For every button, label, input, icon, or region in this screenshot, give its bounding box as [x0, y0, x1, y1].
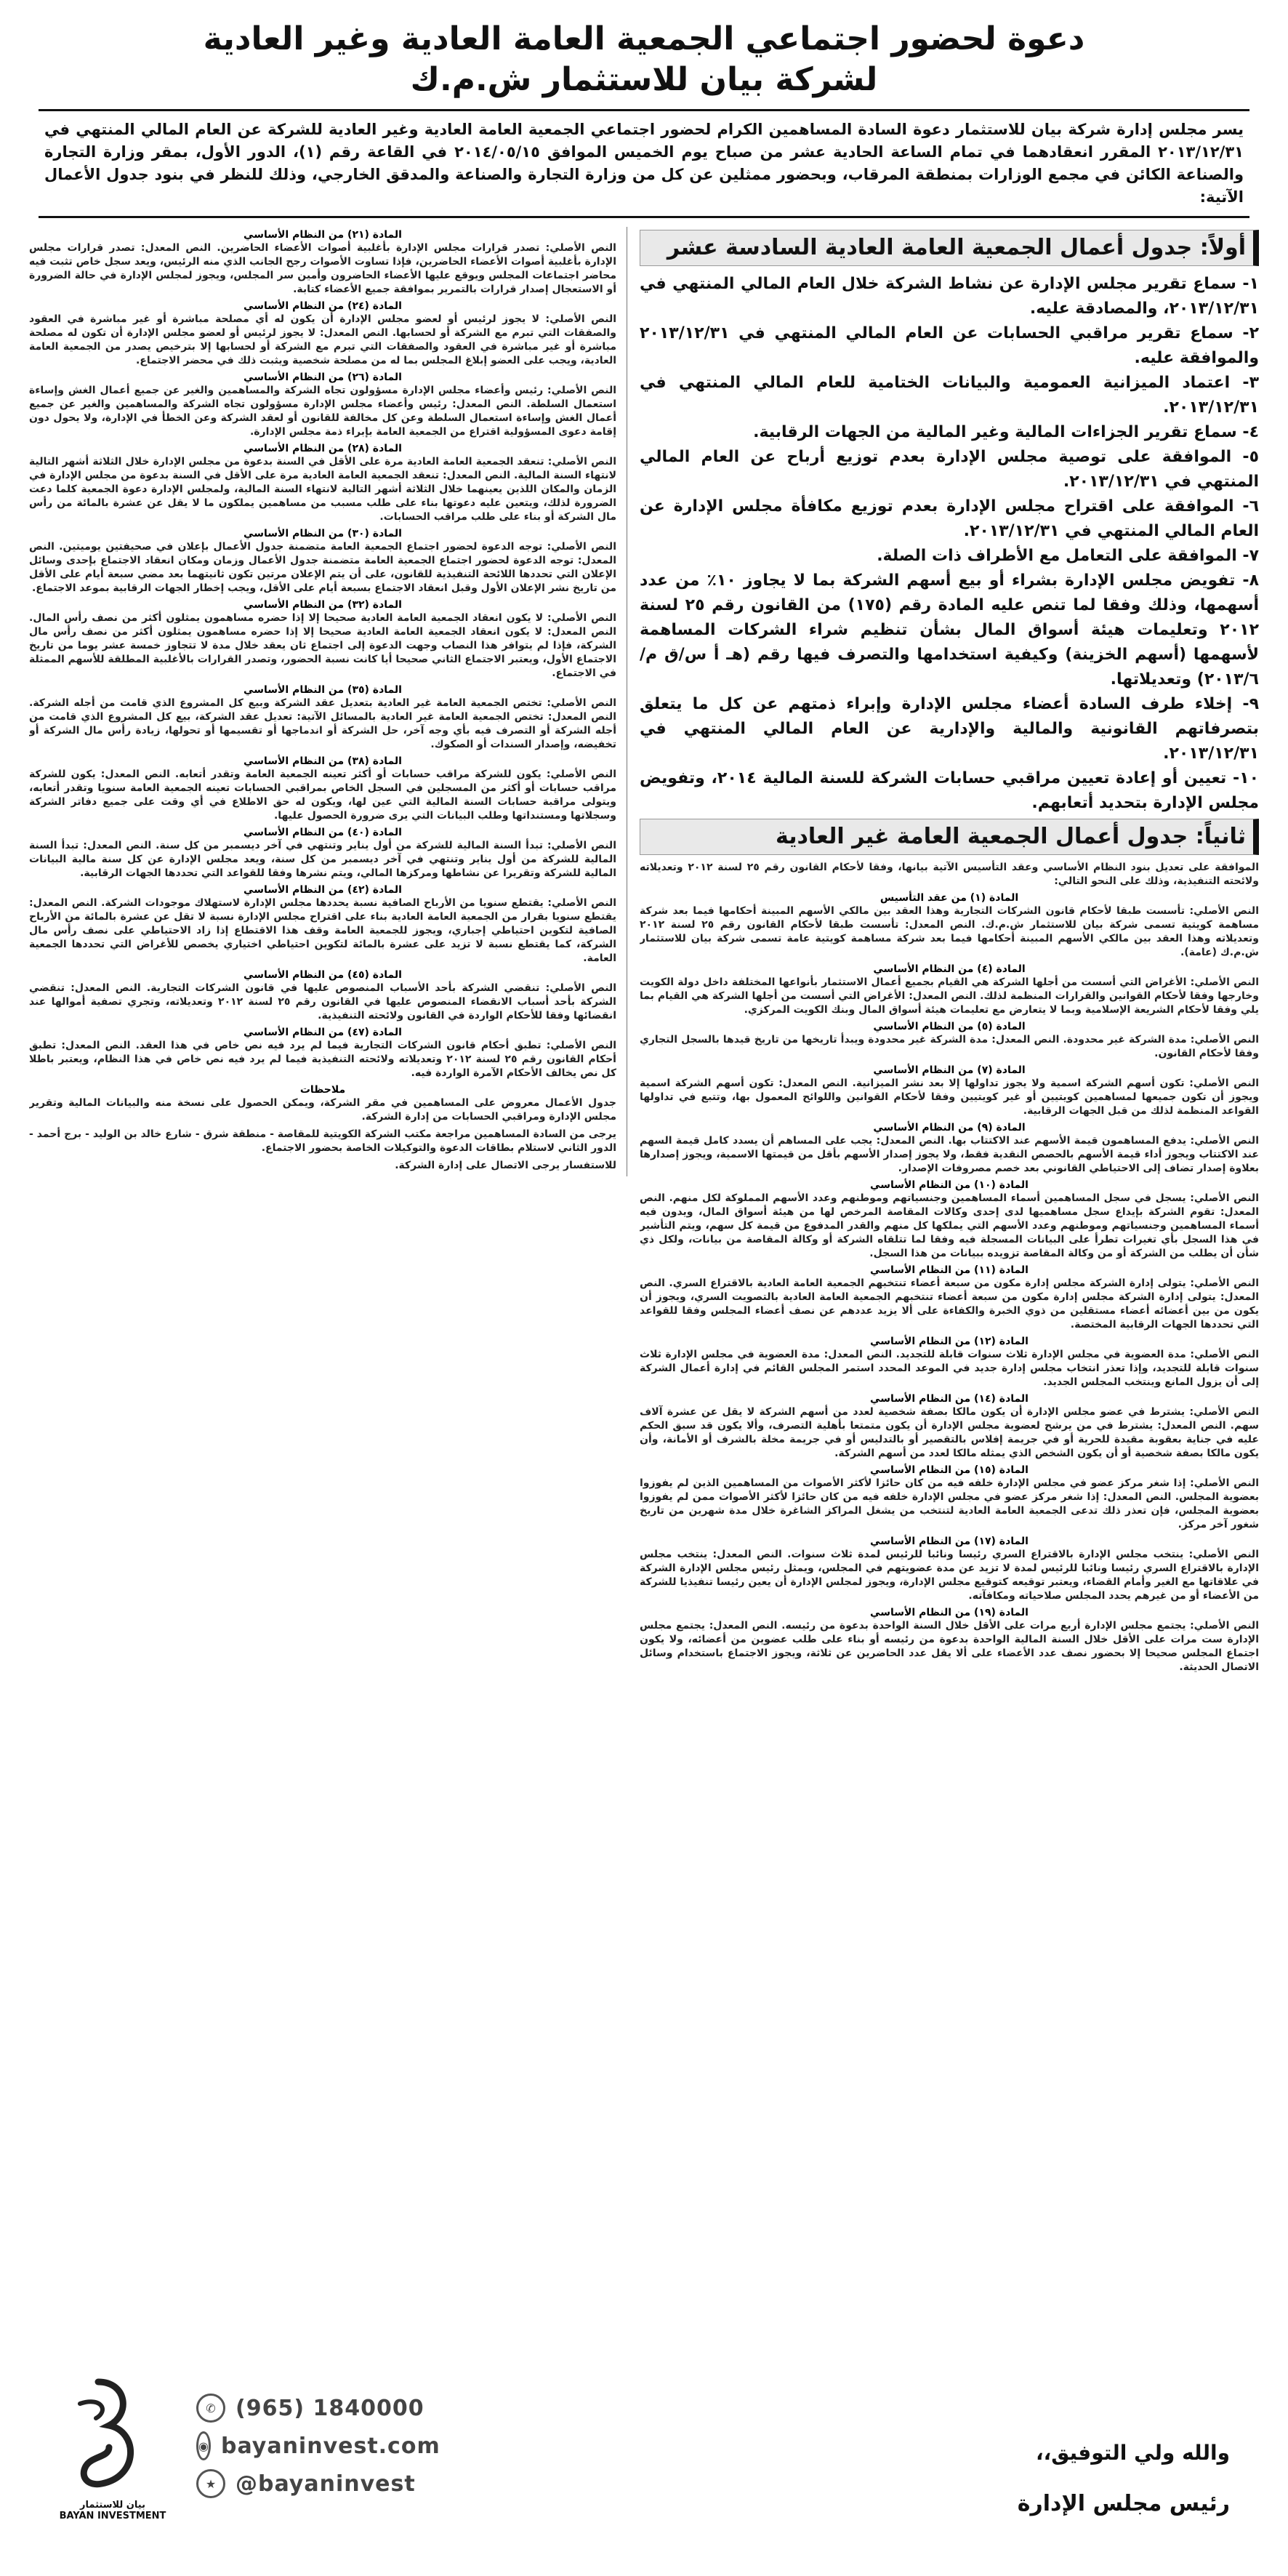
article-text: النص الأصلي: لا يكون انعقاد الجمعية العامة العادية صحيحا إلا إذا حضره مساهمون يمثلون أكثر من نصف رأس المال. النص المعدل: لا يكون انعقاد الجمعية العامة العادية صحيحا إلا إذا حضره مساهمون يمثلون أكثر من نصف رأس مال الشركة، فإذا لم يتوافر هذا النصاب وجهت الدعوة إلى اجتماع ثان يعقد خلال مدة لا تتجاوز خمسة عشر يوما من تاريخ الاجتماع الأول، ويعتبر الاجتماع الثاني صحيحا أيا كانت نسبة الحضور، وتصدر القرارات بالأغلبية المطلقة للأسهم الممثلة في الاجتماع. — [29, 612, 616, 679]
article-text: النص الأصلي: يشترط في عضو مجلس الإدارة أن يكون مالكا بصفة شخصية لعدد من أسهم الشركة لا يقل عن عشرة آلاف سهم. النص المعدل: يشترط في من يرشح لعضوية مجلس الإدارة أن يكون متمتعا بأهلية التصرف، وألا يكون قد سبق الحكم عليه في جناية بعقوبة مقيدة للحرية أو في جريمة إفلاس بالتقصير أو بالتدليس أو في جريمة مخلة بالشرف أو الأمانة، وأن يكون مالكا بصفة شخصية أو أن يكون الشخص الذي يمثله مالكا لعدد من أسهم الشركة. — [640, 1406, 1259, 1459]
ordinary-agenda-list — [640, 272, 1259, 816]
agenda-item: ٥- الموافقة على توصية مجلس الإدارة بعدم توزيع أرباح عن العام المالي المنتهي في ٢٠١٣/١٢/٣١. — [640, 448, 1259, 491]
website-link: bayaninvest.com — [220, 2433, 440, 2459]
article-title: المادة (٤٧) من النظام الأساسي — [243, 1027, 402, 1038]
article-text: النص الأصلي: الأغراض التي أسست من أجلها الشركة هي القيام بجميع أعمال الاستثمار بأنواعها المختلفة داخل دولة الكويت وخارجها وفقا لأحكام القوانين والقرارات المنظمة لذلك. النص المعدل: الأغراض التي أسست من أجلها الشركة هي القيام بما يلي وفقا لأحكام الشريعة الإسلامية وبما لا يتعارض مع تعليمات هيئة أسواق المال وبنك الكويت المركزي. — [640, 976, 1259, 1016]
ordinary-agenda-heading: أولاً: جدول أعمال الجمعية العامة العادية السادسة عشر — [640, 230, 1259, 266]
article-text: النص الأصلي: تطبق أحكام قانون الشركات التجارية فيما لم يرد فيه نص خاص في هذا العقد. النص المعدل: تطبق أحكام القانون رقم ٢٥ لسنة ٢٠١٢ وتعديلاته ولائحته التنفيذية فيما لم يرد فيه نص خاص في هذا النظام، ويعتبر باطلا كل نص يخالف الأحكام الآمرة الواردة فيه. — [29, 1040, 616, 1079]
article-title: المادة (٣٠) من النظام الأساسي — [243, 528, 402, 539]
contact-block — [196, 2389, 440, 2503]
article-text: النص الأصلي: ينتخب مجلس الإدارة بالاقتراع السري رئيسا ونائبا للرئيس لمدة ثلاث سنوات. النص المعدل: ينتخب مجلس الإدارة بالاقتراع السري رئيسا ونائبا للرئيس لمدة لا تزيد عن مدة عضويتهم في المجلس، ويمثل رئيس مجلس الإدارة الشركة في علاقاتها مع الغير وأمام القضاء، ويعتبر توقيعه كتوقيع مجلس الإدارة، ويجوز لمجلس الإدارة أن يعين رئيسا تنفيذيا للشركة من الأعضاء أو من غيرهم يحدد المجلس صلاحياته ومكافآته. — [640, 1549, 1259, 1602]
article-title: المادة (٣٥) من النظام الأساسي — [243, 684, 402, 696]
bayan-logo-icon — [58, 2375, 167, 2498]
agenda-item: ٩- إخلاء طرف السادة أعضاء مجلس الإدارة وإبراء ذمتهم عن كل ما يتعلق بتصرفاتهم القانونية والمالية والإدارية عن العام المالي المنتهي في ٢٠١٣/١٢/٣١. — [640, 695, 1259, 763]
agenda-item: ٣- اعتماد الميزانية العمومية والبيانات الختامية للعام المالي المنتهي في ٢٠١٣/١٢/٣١. — [640, 374, 1259, 417]
brand-block — [58, 2309, 440, 2527]
article-title: المادة (٤٥) من النظام الأساسي — [243, 969, 402, 981]
globe-icon: ◉ — [196, 2431, 211, 2460]
article-title: المادة (٩) من النظام الأساسي — [873, 1122, 1026, 1133]
phone-row[interactable] — [196, 2389, 436, 2427]
agenda-item: ٧- الموافقة على التعامل مع الأطراف ذات الصلة. — [877, 547, 1259, 565]
company-title: لشركة بيان للاستثمار ش.م.ك — [410, 61, 878, 98]
article-text: النص الأصلي: تنعقد الجمعية العامة العادية مرة على الأقل في السنة بدعوة من مجلس الإدارة خلال الثلاثة أشهر التالية لانتهاء السنة المالية. النص المعدل: تنعقد الجمعية العامة العادية مرة على الأقل في السنة بدعوة من مجلس الإدارة في الزمان والمكان اللذين يعينهما خلال الثلاثة أشهر التالية لانتهاء السنة المالية، ولمجلس الإدارة دعوة الجمعية كلما دعت الضرورة لذلك، ويتعين عليه دعوتها بناء على طلب مسبب من مساهمين يملكون ما لا يقل عن عشرة بالمائة من رأس مال الشركة أو بناء على طلب مراقب الحسابات. — [29, 456, 616, 523]
footer — [58, 2302, 1230, 2527]
logo-caption-en: BAYAN INVESTMENT — [59, 2511, 166, 2521]
article-text: النص الأصلي: لا يجوز لرئيس أو لعضو مجلس الإدارة أن يكون له أي مصلحة مباشرة أو غير مباشرة في العقود والصفقات التي تبرم مع الشركة أو لحسابها. النص المعدل: لا يجوز لرئيس أو لعضو مجلس الإدارة أن تكون له مصلحة مباشرة أو غير مباشرة في العقود والصفقات التي تبرم مع الشركة أو لحسابها إلا بترخيص يصدر من الجمعية العامة العادية، ويجب على العضو إبلاغ المجلس بما له من مصلحة شخصية ويثبت ذلك في محضر الاجتماع. — [29, 313, 616, 366]
article-title: المادة (١٠) من النظام الأساسي — [870, 1179, 1029, 1191]
article-title: المادة (١١) من النظام الأساسي — [870, 1264, 1029, 1276]
social-icon: ★ — [196, 2469, 225, 2498]
agenda-item: ٢- سماع تقرير مراقبي الحسابات عن العام المالي المنتهي في ٢٠١٣/١٢/٣١ والموافقة عليه. — [640, 324, 1259, 367]
advertisement-page — [29, 19, 1259, 2556]
article-text: النص الأصلي: تكون أسهم الشركة اسمية ولا يجوز تداولها إلا بعد نشر الميزانية. النص المعدل: تكون أسهم الشركة اسمية ويجوز أن تكون جميعها لمساهمين كويتيين أو غير كويتيين وفقا لأحكام القوانين واللوائح المعمول بها، وتتبع في تداولها القواعد المنظمة لذلك من قبل الجهات الرقابية. — [640, 1078, 1259, 1117]
article-text: النص الأصلي: تبدأ السنة المالية للشركة من أول يناير وتنتهي في آخر ديسمبر من كل سنة. النص المعدل: تبدأ السنة المالية للشركة من أول يناير وتنتهي في آخر ديسمبر من كل سنة، ويعد مجلس الإدارة عن كل سنة مالية البيانات المالية للشركة وتقريرا عن نشاطها ومركزها المالي، ويتم نشرها وفقا للقواعد التي تحددها الجهات الرقابية. — [29, 840, 616, 879]
notes-title: ملاحظات — [299, 1084, 346, 1096]
article-text: النص الأصلي: يسجل في سجل المساهمين أسماء المساهمين وجنسياتهم وموطنهم وعدد الأسهم المملوكة لكل منهم. النص المعدل: تقوم الشركة بإيداع سجل مساهميها لدى إحدى وكالات المقاصة المرخص لها من هيئة أسواق المال، ويدون فيه أسماء المساهمين وجنسياتهم وموطنهم وعدد الأسهم التي يملكها كل منهم والقدر المدفوع من قيمة كل سهم، ويتم التأشير في هذا السجل بأي تغيرات تطرأ على البيانات المسجلة فيه وفقا لما تتلقاه الشركة أو وكالة المقاصة من بيانات، ولكل ذي شأن أن يطلب من الشركة أو من وكالة المقاصة تزويده ببيانات من هذا السجل. — [640, 1192, 1259, 1259]
article-text: النص الأصلي: مدة العضوية في مجلس الإدارة ثلاث سنوات قابلة للتجديد. النص المعدل: مدة العضوية في مجلس الإدارة ثلاث سنوات قابلة للتجديد، وإذا تعذر انتخاب مجلس إدارة جديد في الموعد المحدد استمر المجلس القائم في إدارة أعمال الشركة إلى أن يزول المانع وينتخب المجلس الجديد. — [640, 1349, 1259, 1388]
article-text: النص الأصلي: إذا شغر مركز عضو في مجلس الإدارة خلفه فيه من كان حائزا لأكثر الأصوات من المساهمين الذين لم يفوزوا بعضوية المجلس. النص المعدل: إذا شغر مركز عضو في مجلس الإدارة خلفه فيه من كان حائزا لأكثر الأصوات ممن لم يفوزوا بعضوية المجلس، فإن تعذر ذلك تدعى الجمعية العامة العادية لتنتخب من يشغل المراكز الشاغرة خلال مدة شهرين من تاريخ شغور آخر مركز. — [640, 1477, 1259, 1530]
articles-continuation — [29, 229, 616, 1173]
amendment-intro: الموافقة على تعديل بنود النظام الأساسي وعقد التأسيس الآتية بيانها، وفقا لأحكام القانون رقم ٢٥ لسنة ٢٠١٢ وتعديلاته ولائحته التنفيذية، وذلك على النحو التالي: — [640, 862, 1259, 887]
social-handle: @bayaninvest — [236, 2471, 416, 2497]
article-text: النص الأصلي: يجتمع مجلس الإدارة أربع مرات على الأقل خلال السنة الواحدة بدعوة من رئيسه. النص المعدل: يجتمع مجلس الإدارة ست مرات على الأقل خلال السنة المالية الواحدة بدعوة من رئيسه أو بناء على طلب عضوين من أعضائه، ولا يكون اجتماع المجلس صحيحا إلا بحضور نصف عدد الأعضاء على ألا يقل عدد الحاضرين عن ثلاثة، ويجوز الاجتماع باستخدام وسائل الاتصال الحديثة. — [640, 1620, 1259, 1673]
article-text: النص الأصلي: تصدر قرارات مجلس الإدارة بأغلبية أصوات الأعضاء الحاضرين. النص المعدل: تصدر قرارات مجلس الإدارة بأغلبية أصوات الأعضاء الحاضرين، فإذا تساوت الأصوات رجح الجانب الذي منه الرئيس، ويعد سجل خاص تثبت فيه محاضر اجتماعات المجلس ويوقع عليها الأعضاء الحاضرون وأمين سر المجلس، ويجوز لمجلس الإدارة في حالة الضرورة أو الاستعجال إصدار قرارات بالتمرير بموافقة جميع الأعضاء كتابة. — [29, 242, 616, 295]
logo-caption-ar: بيان للاستثمار — [80, 2500, 145, 2511]
article-text: النص الأصلي: تنقضي الشركة بأحد الأسباب المنصوص عليها في قانون الشركات التجارية. النص المعدل: تنقضي الشركة بأحد أسباب الانقضاء المنصوص عليها في القانون رقم ٢٥ لسنة ٢٠١٢ وتعديلاته، وتجري تصفية أموالها عند انقضائها وفقا للأحكام الواردة في القانون ولائحته التنفيذية. — [29, 982, 616, 1022]
article-title: المادة (٤٠) من النظام الأساسي — [243, 827, 402, 838]
article-title: المادة (١٩) من النظام الأساسي — [870, 1607, 1029, 1618]
article-text: النص الأصلي: تختص الجمعية العامة غير العادية بتعديل عقد الشركة وبيع كل المشروع الذي قامت من أجله الشركة. النص المعدل: تختص الجمعية العامة غير العادية بالمسائل الآتية: تعديل عقد الشركة، بيع كل المشروع الذي قامت من أجله الشركة أو التصرف فيه بأي وجه آخر، حل الشركة أو اندماجها أو تقسيمها أو تحولها، زيادة رأس مال الشركة أو تخفيضه، وإصدار السندات أو الصكوك. — [29, 697, 616, 750]
content-columns — [29, 227, 1259, 2424]
signature-block — [968, 2437, 1230, 2521]
article-title: المادة (٣٨) من النظام الأساسي — [243, 755, 402, 767]
note-item: للاستفسار يرجى الاتصال على إدارة الشركة. — [395, 1160, 616, 1171]
article-title: المادة (١٧) من النظام الأساسي — [870, 1536, 1029, 1547]
article-title: المادة (٢٦) من النظام الأساسي — [243, 372, 402, 383]
article-title: المادة (٧) من النظام الأساسي — [873, 1064, 1026, 1076]
agenda-item: ١- سماع تقرير مجلس الإدارة عن نشاط الشركة خلال العام المالي المنتهي في ٢٠١٣/١٢/٣١، والمصادقة عليه. — [640, 275, 1259, 318]
chairman-signature: رئيس مجلس الإدارة — [1017, 2491, 1230, 2516]
agenda-item: ١٠- تعيين أو إعادة تعيين مراقبي حسابات الشركة للسنة المالية ٢٠١٤، وتفويض مجلس الإدارة بتحديد أتعابهم. — [640, 769, 1259, 812]
note-item: جدول الأعمال معروض على المساهمين في مقر الشركة، ويمكن الحصول على نسخة منه والبيانات المالية وتقرير مجلس الإدارة ومراقبي الحسابات من إدارة الشركة. — [29, 1097, 616, 1123]
article-title: المادة (١) من عقد التأسيس — [880, 892, 1019, 904]
article-text: النص الأصلي: رئيس وأعضاء مجلس الإدارة مسؤولون تجاه الشركة والمساهمين والغير عن جميع أعمال الغش وإساءة استعمال السلطة. النص المعدل: رئيس وأعضاء مجلس الإدارة مسؤولون تجاه الشركة والمساهمين والغير عن جميع أعمال الغش وإساءة استعمال السلطة وعن كل مخالفة للقانون أو لعقد الشركة وعن الخطأ في الإدارة، ولا يحول دون إقامة دعوى المسؤولية اقتراع من الجمعية العامة بإبراء ذمة مجلس الإدارة. — [29, 385, 616, 438]
article-text: النص الأصلي: مدة الشركة غير محدودة. النص المعدل: مدة الشركة غير محدودة ويبدأ تاريخها من تاريخ قيدها بالسجل التجاري وفقا لأحكام القانون. — [640, 1034, 1259, 1059]
closing-text: والله ولي التوفيق،، — [1035, 2441, 1230, 2465]
note-item: يرجى من السادة المساهمين مراجعة مكتب الشركة الكويتية للمقاصة - منطقة شرق - شارع خالد بن الوليد - برج أحمد - الدور الثاني لاستلام بطاقات الدعوة والتوكيلات الخاصة بحضور الاجتماع. — [29, 1128, 616, 1154]
article-title: المادة (١٢) من النظام الأساسي — [870, 1336, 1029, 1347]
article-title: المادة (٣٢) من النظام الأساسي — [243, 599, 402, 611]
phone-icon: ✆ — [196, 2394, 225, 2423]
website-row[interactable] — [196, 2427, 440, 2465]
logo-caption — [58, 2500, 167, 2521]
article-title: المادة (١٥) من النظام الأساسي — [870, 1464, 1029, 1476]
agenda-item: ٤- سماع تقرير الجزاءات المالية وغير المالية من الجهات الرقابية. — [753, 423, 1259, 441]
article-title: المادة (٤) من النظام الأساسي — [873, 963, 1026, 975]
left-column — [29, 227, 627, 1176]
social-row[interactable] — [196, 2465, 436, 2503]
agenda-item: ٦- الموافقة على اقتراح مجلس الإدارة بعدم توزيع مكافأة مجلس الإدارة عن العام المالي المنتهي في ٢٠١٣/١٢/٣١. — [640, 497, 1259, 540]
invitation-paragraph: يسر مجلس إدارة شركة بيان للاستثمار دعوة السادة المساهمين الكرام لحضور اجتماعي الجمعية العامة العادية وغير العادية للشركة عن العام المالي المنتهي في ٢٠١٣/١٢/٣١ المقرر انعقادهما في تمام الساعة الحادية عشر من صباح يوم الخميس الموافق ٢٠١٤/٠٥/١٥ في القاعة رقم (١)، الدور الأول، بمقر وزارة التجارة والصناعة الكائن في مجمع الوزارات بمنطقة المرقاب، وبحضور ممثلين عن كل من وزارة التجارة والصناعة والمدقق الخارجي، وذلك للنظر في بنود جدول الأعمال الآتية: — [39, 109, 1249, 218]
right-column — [640, 227, 1259, 1678]
article-title: المادة (٤٢) من النظام الأساسي — [243, 884, 402, 896]
article-text: النص الأصلي: يكون للشركة مراقب حسابات أو أكثر تعينه الجمعية العامة وتقدر أتعابه. النص المعدل: يكون للشركة مراقب حسابات أو أكثر من المسجلين في السجل الخاص بمراقبي الحسابات تعينه الجمعية العامة سنويا وتقدر أتعابه، ويتولى مراقبة حسابات السنة المالية التي عين لها، ويكون له حق الاطلاع في أي وقت على جميع دفاتر الشركة وسجلاتها ومستنداتها وطلب البيانات التي يرى ضرورة الحصول عليها. — [29, 769, 616, 822]
article-text: النص الأصلي: يتولى إدارة الشركة مجلس إدارة مكون من سبعة أعضاء تنتخبهم الجمعية العامة العادية بالاقتراع السري. النص المعدل: يتولى إدارة الشركة مجلس إدارة مكون من سبعة أعضاء تنتخبهم الجمعية العامة العادية بالتصويت السري، ويجوز أن يكون من بين أعضائه أعضاء مستقلين من ذوي الخبرة والكفاءة على ألا يزيد عددهم عن نصف أعضاء المجلس وفقا للقواعد التي تحددها الجهات الرقابية المختصة. — [640, 1277, 1259, 1331]
article-text: النص الأصلي: توجه الدعوة لحضور اجتماع الجمعية العامة متضمنة جدول الأعمال بإعلان في صحيفتين يوميتين. النص المعدل: توجه الدعوة لحضور اجتماع الجمعية العامة متضمنة جدول الأعمال وزمان ومكان انعقاد الاجتماع بإحدى وسائل الإعلان التي تحددها اللائحة التنفيذية للقانون، على أن يتم الإعلان مرتين تكون ثانيتهما بعد مضي سبعة أيام على الأقل من تاريخ نشر الإعلان الأول وقبل انعقاد الاجتماع بسبعة أيام على الأقل، ويجب إخطار الجهات الرقابية بموعد الاجتماع. — [29, 541, 616, 594]
extraordinary-agenda-body — [640, 861, 1259, 1674]
phone-number: (965) 1840000 — [236, 2395, 424, 2421]
article-title: المادة (٢٨) من النظام الأساسي — [243, 443, 402, 454]
article-title: المادة (٥) من النظام الأساسي — [873, 1021, 1026, 1032]
title-block — [29, 19, 1259, 100]
article-title: المادة (٢٤) من النظام الأساسي — [243, 300, 402, 312]
extraordinary-agenda-heading: ثانياً: جدول أعمال الجمعية العامة غير العادية — [640, 819, 1259, 855]
article-text: النص الأصلي: تأسست طبقا لأحكام قانون الشركات التجارية وهذا العقد بين مالكي الأسهم المبينة أحكامها فيما بعد شركة مساهمة كويتية تسمى شركة بيان للاستثمار ش.م.ك. النص المعدل: تأسست طبقا لأحكام القانون رقم ٢٥ لسنة ٢٠١٢ وتعديلاته وهذا العقد بين مالكي الأسهم المبينة أحكامها فيما بعد شركة مساهمة كويتية عامة تسمى شركة بيان للاستثمار ش.م.ك (عامة). — [640, 905, 1259, 958]
main-title: دعوة لحضور اجتماعي الجمعية العامة العادية وغير العادية — [203, 20, 1085, 57]
article-title: المادة (١٤) من النظام الأساسي — [870, 1393, 1029, 1405]
article-text: النص الأصلي: يدفع المساهمون قيمة الأسهم عند الاكتتاب بها. النص المعدل: يجب على المساهم أن يسدد كامل قيمة السهم عند الاكتتاب ويجوز أداء قيمة الأسهم بالحصص النقدية فقط، ولا يجوز إصدار الأسهم بأقل من قيمتها الاسمية، ويجوز إصدارها بعلاوة إصدار تضاف إلى الاحتياطي القانوني بعد خصم مصروفات الإصدار. — [640, 1135, 1259, 1174]
article-title: المادة (٢١) من النظام الأساسي — [243, 229, 402, 241]
agenda-item: ٨- تفويض مجلس الإدارة بشراء أو بيع أسهم الشركة بما لا يجاوز ١٠٪ من عدد أسهمها، وذلك وفقا لما تنص عليه المادة رقم (١٧٥) من القانون رقم ٢٥ لسنة ٢٠١٢ وتعليمات هيئة أسواق المال بشأن تنظيم شراء الشركات المساهمة لأسهمها (أسهم الخزينة) وكيفية استخدامها والتصرف فيها رقم (هـ أ س/ق م/٢٠١٣/٦) وتعديلاتها. — [640, 571, 1259, 689]
article-text: النص الأصلي: يقتطع سنويا من الأرباح الصافية نسبة يحددها مجلس الإدارة لاستهلاك موجودات الشركة. النص المعدل: يقتطع سنويا بقرار من الجمعية العامة العادية بناء على اقتراح مجلس الإدارة نسبة لا تقل عن عشرة بالمائة من الأرباح الصافية لتكوين احتياطي إجباري، ويجوز للجمعية العامة وقف هذا الاقتطاع إذا زاد الاحتياطي على نصف رأس مال الشركة، كما يقتطع نسبة لا تزيد على عشرة بالمائة لتكوين احتياطي اختياري يخصص للأغراض التي تحددها الجمعية العامة. — [29, 897, 616, 964]
